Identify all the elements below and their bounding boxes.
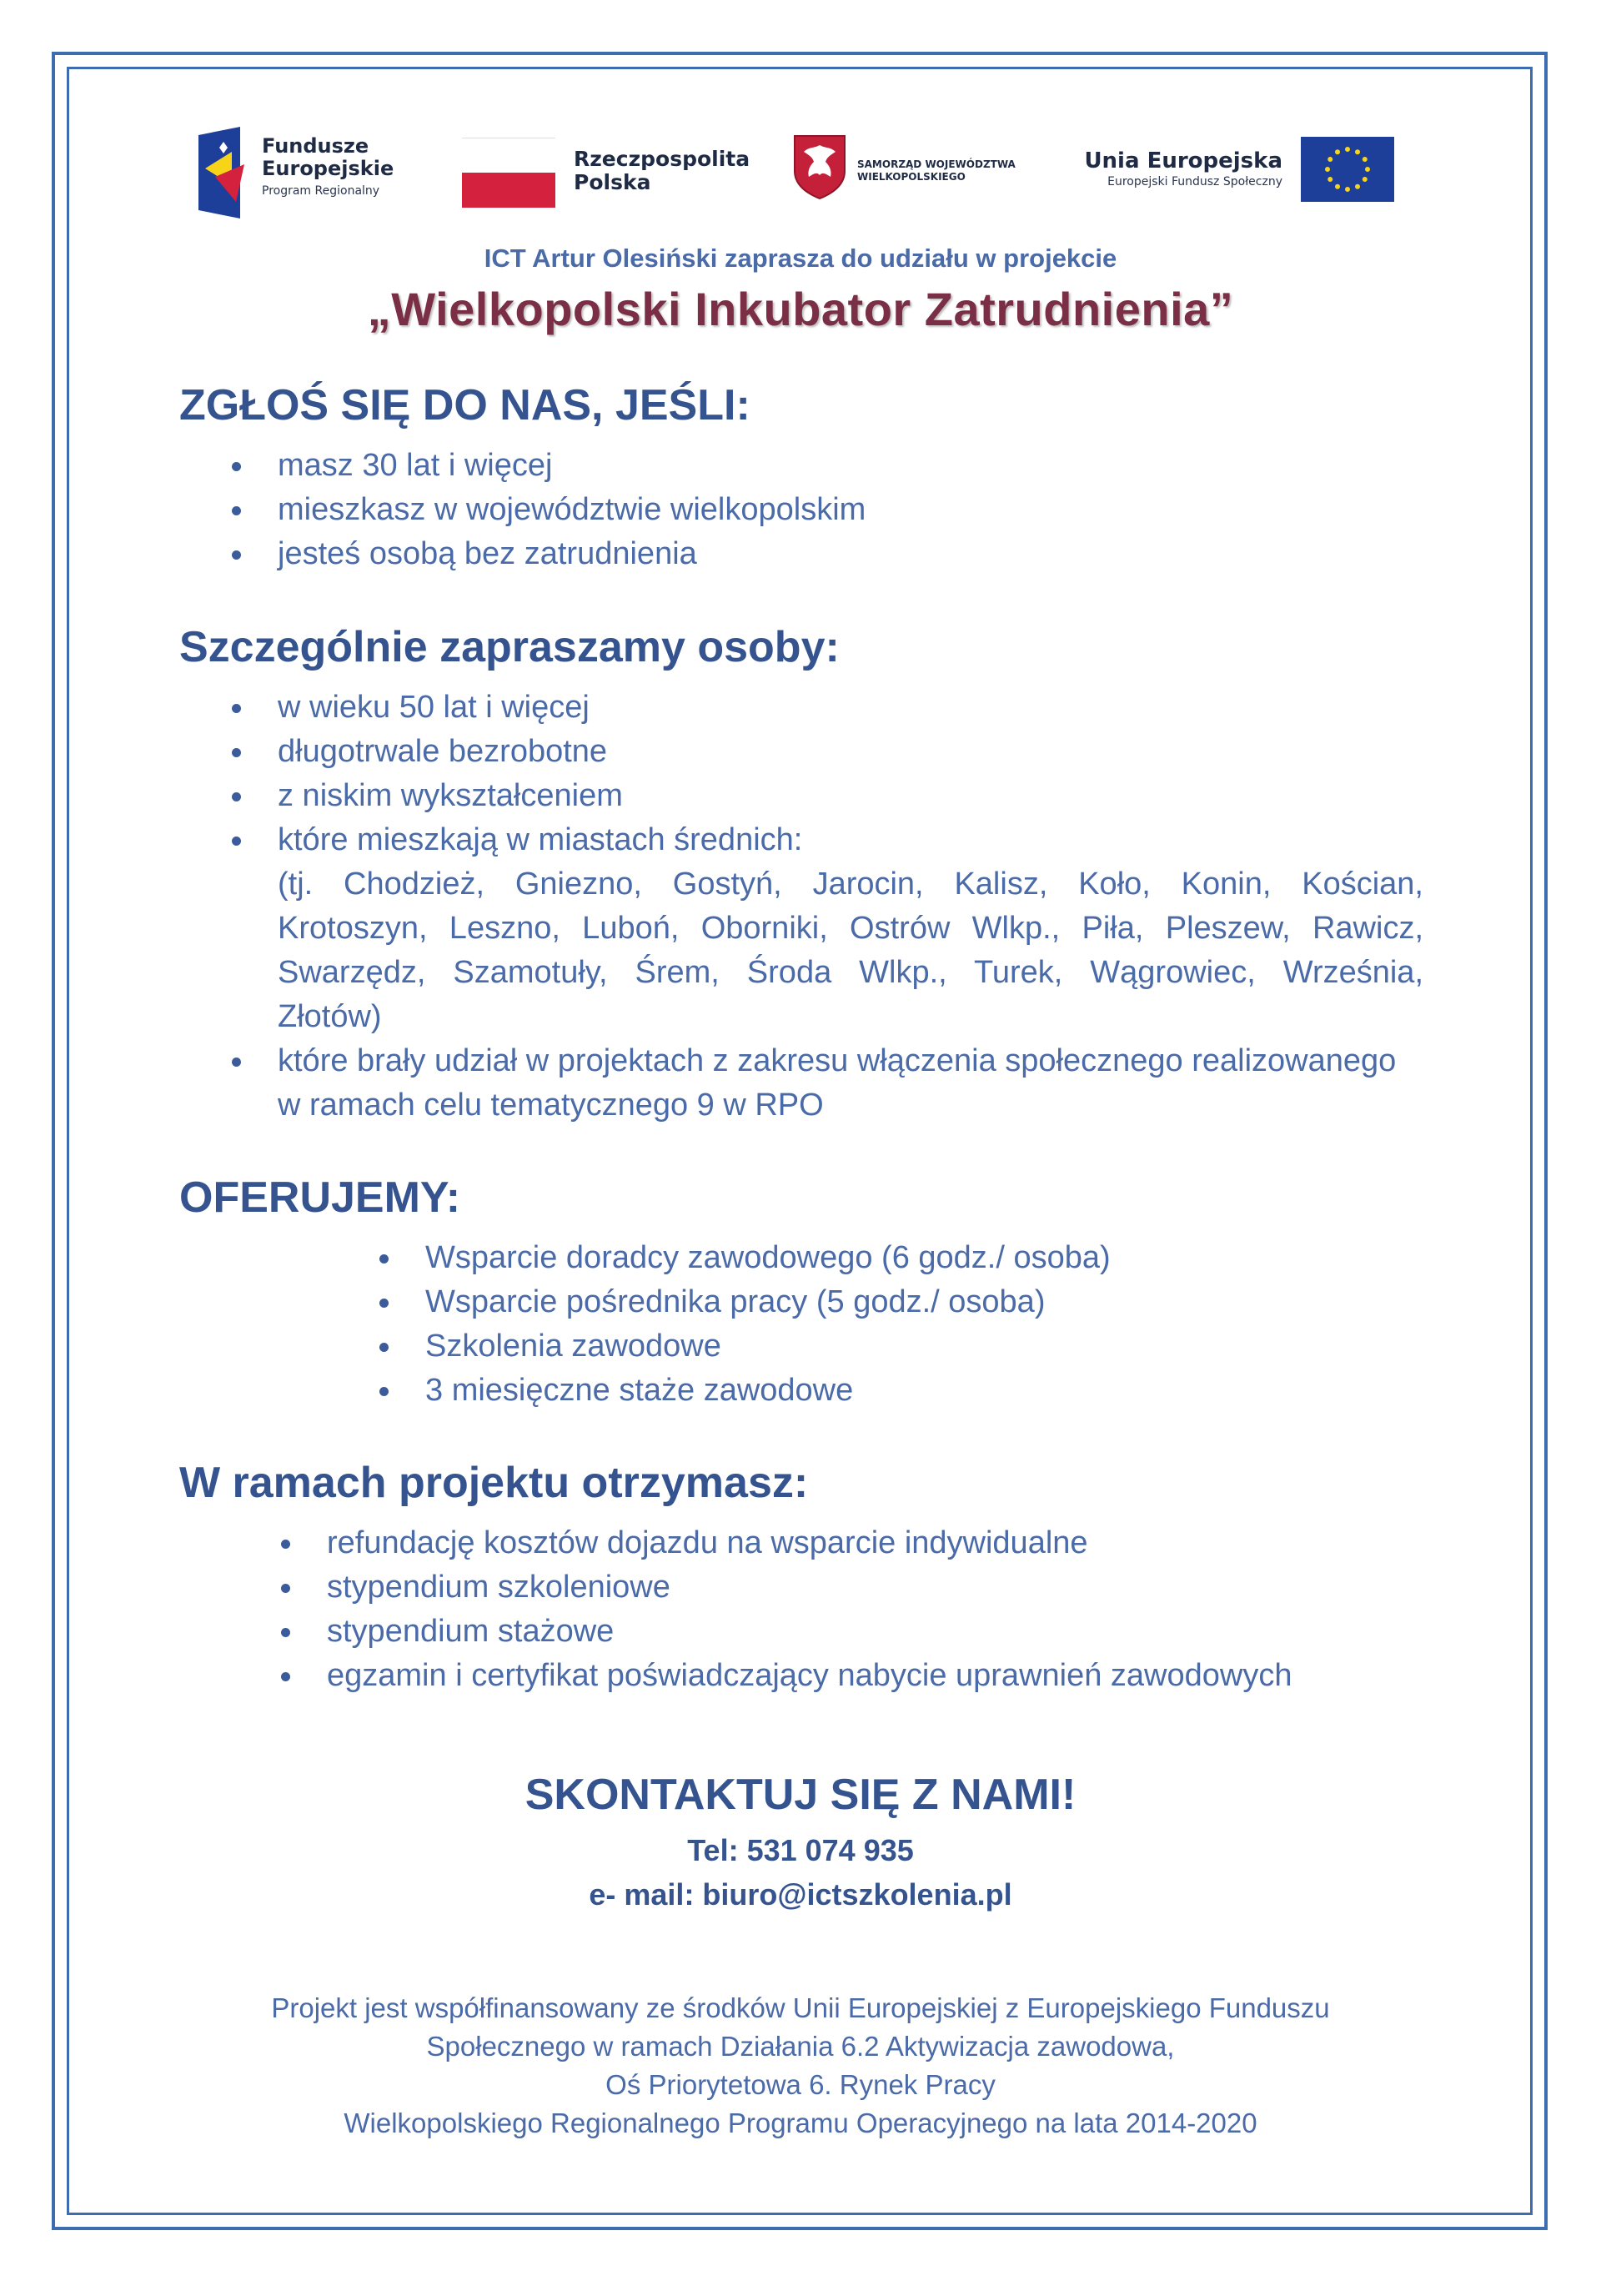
rpo-line1: które brały udział w projektach z zakresu włączenia społecznego realizowanego (278, 1043, 1397, 1078)
eu-star-icon (1327, 157, 1332, 162)
section3-list (425, 1236, 1111, 1413)
eu-star-icon (1335, 184, 1340, 189)
eu-star-icon (1345, 147, 1350, 152)
list-item: mieszkasz w województwie wielkopolskim (278, 488, 866, 532)
fundusze-europejskie-icon (198, 127, 257, 219)
eu-star-icon (1363, 177, 1368, 182)
cities-line: Krotoszyn, Leszno, Luboń, Oborniki, Ostrów Wlkp., Piła, Pleszew, Rawicz, (278, 911, 1423, 946)
list-item-rpo (278, 1039, 1423, 1128)
eu-star-icon (1355, 149, 1360, 154)
eagle-shield-icon (792, 133, 847, 200)
fe-line1: Fundusze (262, 134, 369, 158)
list-item: masz 30 lat i więcej (278, 444, 866, 488)
eu-star-icon (1327, 177, 1332, 182)
flag-white-stripe (462, 138, 555, 173)
flag-red-stripe (462, 173, 555, 208)
ue-line1: Unia Europejska (1084, 148, 1282, 173)
list-item: w wieku 50 lat i więcej (278, 686, 1423, 730)
eu-star-icon (1325, 167, 1330, 172)
cities-intro: które mieszkają w miastach średnich: (278, 822, 803, 857)
rp-line2: Polska (574, 170, 651, 194)
list-item: z niskim wykształceniem (278, 774, 1423, 818)
footer-line: Wielkopolskiego Regionalnego Programu Operacyjnego na lata 2014-2020 (344, 2108, 1257, 2138)
list-item: Szkolenia zawodowe (425, 1324, 1111, 1369)
list-item: stypendium stażowe (327, 1610, 1292, 1654)
rp-line1: Rzeczpospolita (574, 147, 750, 171)
unia-europejska-logo (1082, 133, 1399, 208)
contact-heading: SKONTAKTUJ SIĘ Z NAMI! (524, 1771, 1077, 1819)
list-item: 3 miesięczne staże zawodowe (425, 1369, 1111, 1413)
section1-list (278, 444, 866, 576)
section1-heading: ZGŁOŚ SIĘ DO NAS, JEŚLI: (179, 381, 750, 430)
contact-email: e- mail: biuro@ictszkolenia.pl (589, 1877, 1012, 1912)
rpo-line2: w ramach celu tematycznego 9 w RPO (278, 1088, 824, 1123)
section4-list (327, 1521, 1292, 1698)
ue-line2: Europejski Fundusz Społeczny (1107, 175, 1282, 188)
samorzad-logo (792, 133, 1026, 208)
list-item: Wsparcie pośrednika pracy (5 godz./ osoba) (425, 1280, 1111, 1324)
footer-line: Projekt jest współfinansowany ze środków Unii Europejskiej z Europejskiego Funduszu (271, 1992, 1330, 2023)
section3-heading: OFERUJEMY: (179, 1173, 461, 1222)
section2-heading: Szczególnie zapraszamy osoby: (179, 623, 840, 671)
footer-line: Społecznego w ramach Działania 6.2 Aktywizacja zawodowa, (426, 2031, 1175, 2062)
sw-line1: SAMORZĄD WOJEWÓDZTWA (857, 158, 1016, 170)
eu-star-icon (1355, 184, 1360, 189)
fundusze-europejskie-logo (198, 127, 415, 219)
list-item: refundację kosztów dojazdu na wsparcie indywidualne (327, 1521, 1292, 1565)
section4-heading: W ramach projektu otrzymasz: (179, 1459, 809, 1507)
intro-text: ICT Artur Olesiński zaprasza do udziału w projekcie (484, 244, 1117, 273)
sw-line2: WIELKOPOLSKIEGO (857, 171, 966, 183)
footer-line: Oś Priorytetowa 6. Rynek Pracy (605, 2069, 996, 2100)
list-item: długotrwale bezrobotne (278, 730, 1423, 774)
list-item: egzamin i certyfikat poświadczający nabycie uprawnień zawodowych (327, 1654, 1292, 1698)
cities-line: Swarzędz, Szamotuły, Śrem, Środa Wlkp., Turek, Wągrowiec, Września, (278, 955, 1423, 990)
fe-line3: Program Regionalny (262, 184, 380, 198)
section2-list (278, 686, 1423, 1128)
eu-star-icon (1345, 187, 1350, 192)
rzeczpospolita-logo (462, 138, 750, 213)
list-item: jesteś osobą bez zatrudnienia (278, 532, 866, 576)
footer-note (0, 1989, 1601, 2143)
cities-line: (tj. Chodzież, Gniezno, Gostyń, Jarocin, Kalisz, Koło, Konin, Kościan, (278, 867, 1423, 902)
list-item-cities (278, 818, 1423, 1039)
cities-line: Złotów) (278, 999, 382, 1034)
eu-star-icon (1365, 167, 1370, 172)
project-title: „Wielkopolski Inkubator Zatrudnienia” (367, 283, 1234, 335)
contact-phone: Tel: 531 074 935 (687, 1833, 914, 1867)
fe-line2: Europejskie (262, 157, 394, 180)
list-item: stypendium szkoleniowe (327, 1565, 1292, 1610)
eu-star-icon (1335, 149, 1340, 154)
eu-flag-icon (1301, 137, 1394, 202)
eu-star-icon (1363, 157, 1368, 162)
list-item: Wsparcie doradcy zawodowego (6 godz./ osoba) (425, 1236, 1111, 1280)
